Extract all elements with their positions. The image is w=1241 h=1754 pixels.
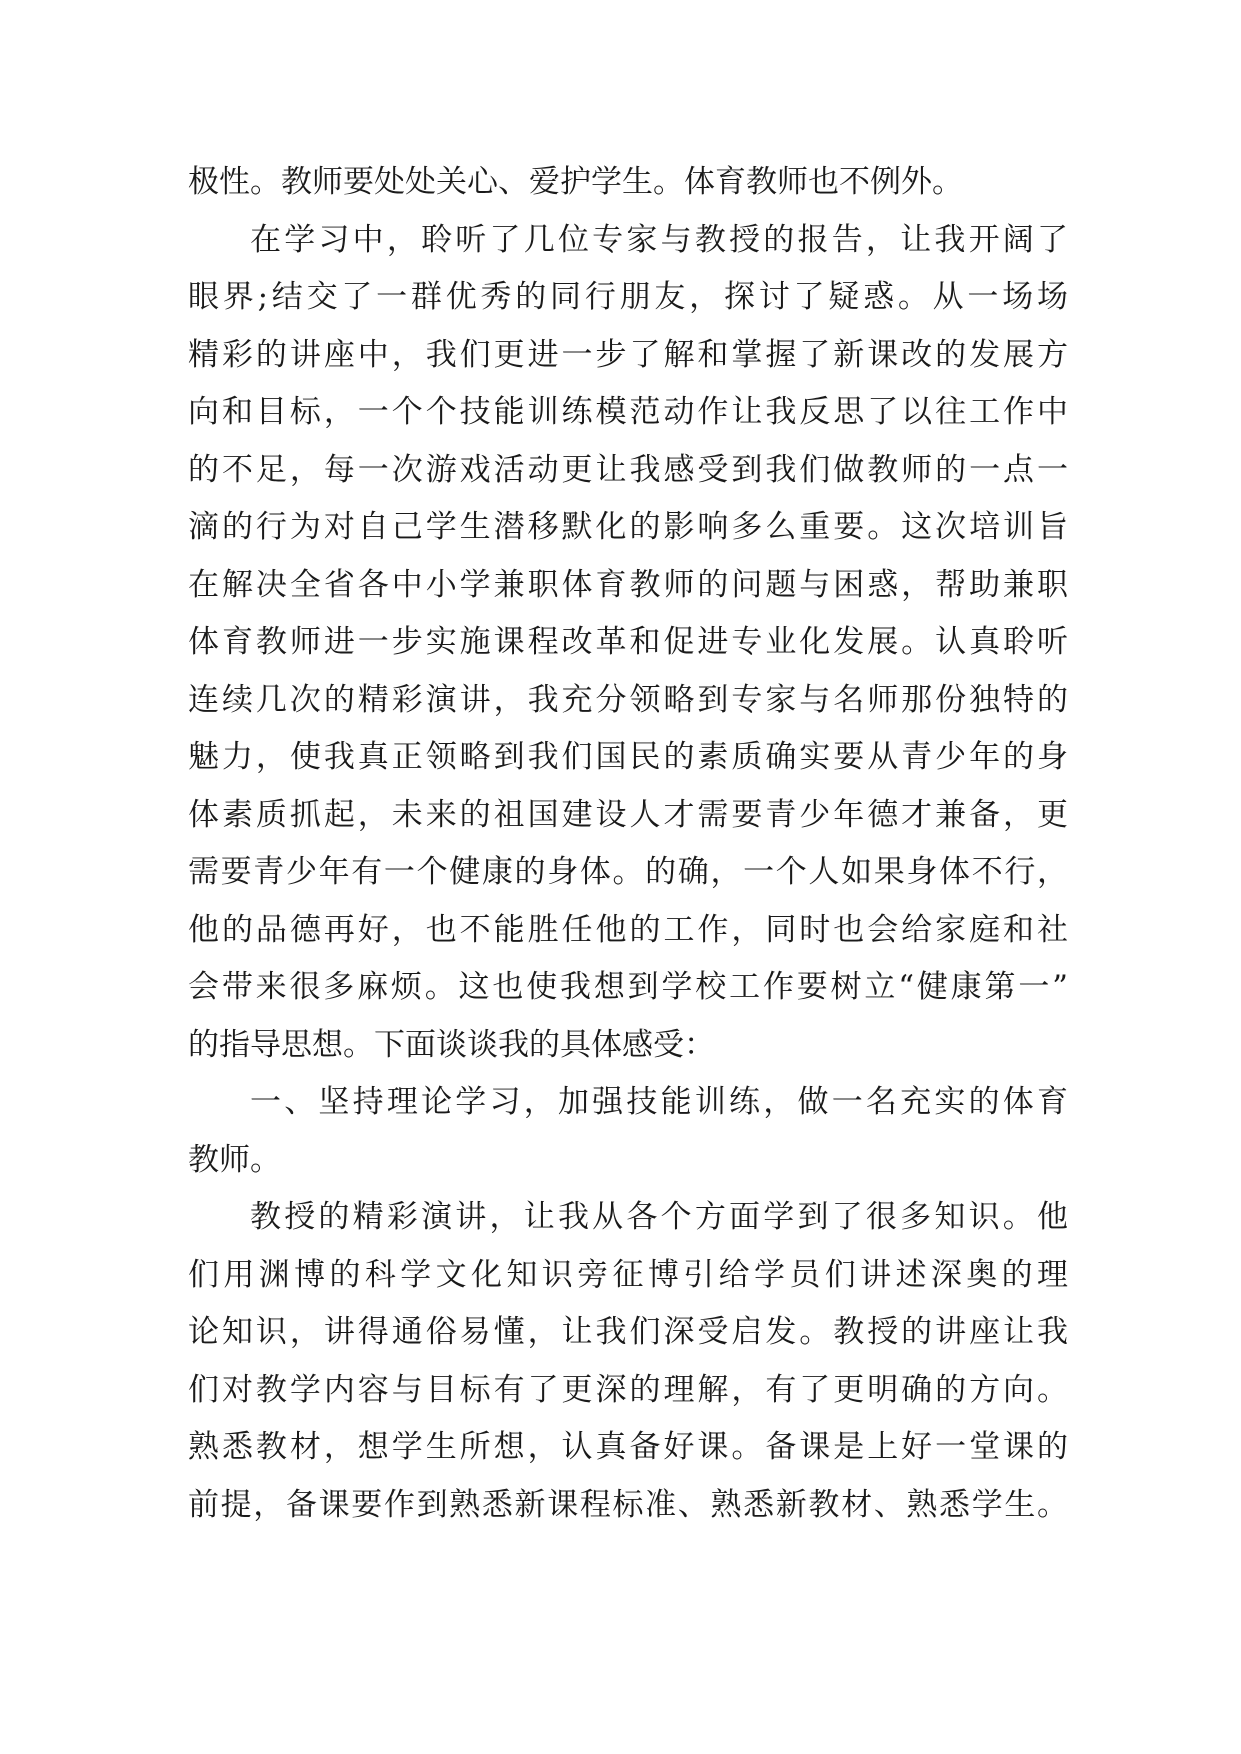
document-body <box>188 154 1068 1534</box>
text-line: 在学习中，聆听了几位专家与教授的报告，让我开阔了 <box>250 221 1068 258</box>
text-line: 熟悉教材，想学生所想，认真备好课。备课是上好一堂课的 <box>188 1429 1068 1465</box>
text-line: 们用渊博的科学文化知识旁征博引给学员们讲述深奥的理 <box>188 1256 1068 1293</box>
text-line: 他的品德再好，也不能胜任他的工作，同时也会给家庭和社 <box>188 911 1068 948</box>
text-line: 精彩的讲座中，我们更进一步了解和掌握了新课改的发展方 <box>188 336 1068 373</box>
text-line: 眼界;结交了一群优秀的同行朋友，探讨了疑惑。从一场场 <box>188 279 1068 315</box>
text-line: 向和目标，一个个技能训练模范动作让我反思了以往工作中 <box>188 394 1068 430</box>
text-line: 需要青少年有一个健康的身体。的确，一个人如果身体不行， <box>188 854 1068 890</box>
text-line: 会带来很多麻烦。这也使我想到学校工作要树立“健康第一” <box>188 969 1068 1005</box>
text-line: 前提，备课要作到熟悉新课程标准、熟悉新教材、熟悉学生。 <box>188 1486 1068 1523</box>
text-line: 极性。教师要处处关心、爱护学生。体育教师也不例外。 <box>188 164 963 200</box>
text-line: 魅力，使我真正领略到我们国民的素质确实要从青少年的身 <box>188 739 1068 775</box>
text-line: 的指导思想。下面谈谈我的具体感受： <box>188 1026 715 1063</box>
section-heading-line: 一、坚持理论学习，加强技能训练，做一名充实的体育 <box>250 1084 1068 1120</box>
text-line: 论知识，讲得通俗易懂，让我们深受启发。教授的讲座让我 <box>188 1314 1068 1350</box>
text-line: 连续几次的精彩演讲，我充分领略到专家与名师那份独特的 <box>188 681 1068 718</box>
text-line: 的不足，每一次游戏活动更让我感受到我们做教师的一点一 <box>188 451 1068 488</box>
text-line: 们对教学内容与目标有了更深的理解，有了更明确的方向。 <box>188 1371 1068 1408</box>
text-line: 体育教师进一步实施课程改革和促进专业化发展。认真聆听 <box>188 624 1068 660</box>
section-heading-line: 教师。 <box>188 1141 281 1178</box>
text-line: 滴的行为对自己学生潜移默化的影响多么重要。这次培训旨 <box>188 509 1068 545</box>
text-line: 在解决全省各中小学兼职体育教师的问题与困惑，帮助兼职 <box>188 566 1068 603</box>
text-line: 体素质抓起，未来的祖国建设人才需要青少年德才兼备，更 <box>188 796 1068 833</box>
text-line: 教授的精彩演讲，让我从各个方面学到了很多知识。他 <box>250 1199 1068 1235</box>
